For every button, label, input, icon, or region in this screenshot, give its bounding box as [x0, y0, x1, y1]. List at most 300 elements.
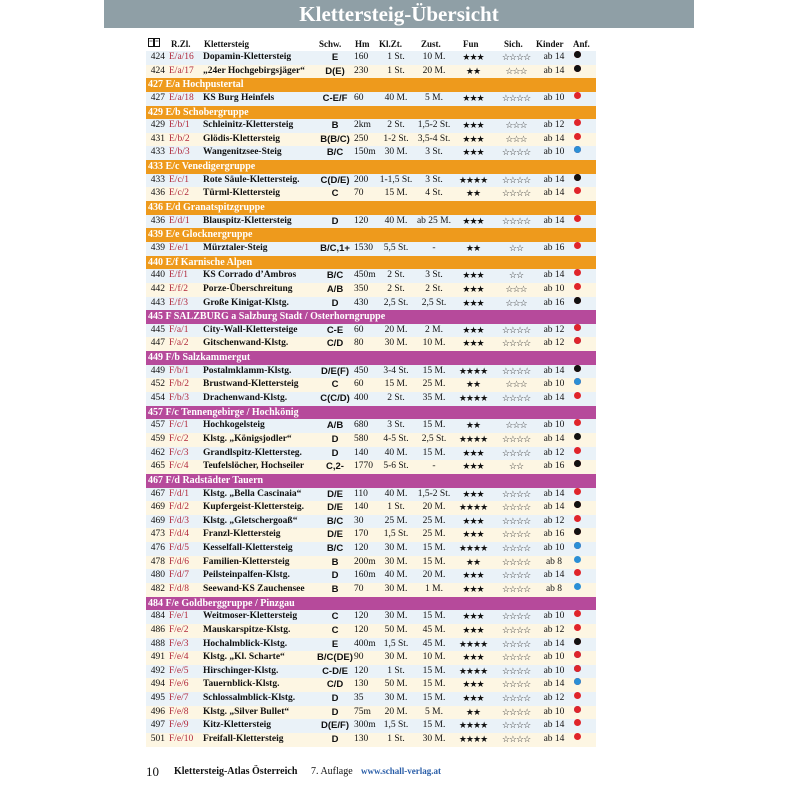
book-title: Klettersteig-Atlas Österreich	[174, 766, 298, 777]
climb-time: 30 M.	[384, 693, 408, 704]
climb-time: 1-2 St.	[383, 133, 409, 144]
black-dot-icon	[574, 51, 581, 58]
height-meters: 75m	[354, 706, 371, 717]
page-ref: 431	[150, 133, 165, 144]
difficulty: C	[331, 379, 339, 391]
red-dot-icon	[574, 488, 581, 495]
route-number: F/e/8	[169, 706, 189, 717]
route-name: KS Corrado d’Ambros	[203, 270, 297, 281]
height-meters: 90	[354, 652, 364, 663]
approach-time: 15 M.	[422, 420, 446, 431]
fun-rating: ★★★	[462, 611, 484, 622]
page-ref: 447	[150, 338, 165, 349]
col-name: Klettersteig	[204, 39, 249, 49]
children-age: ab 8	[545, 583, 563, 594]
red-dot-icon	[574, 515, 581, 522]
height-meters: 70	[354, 583, 364, 594]
climb-time: 1 St.	[387, 502, 405, 513]
page-ref: 501	[150, 734, 165, 745]
fun-rating: ★★★★	[458, 665, 488, 676]
fun-rating: ★★★	[462, 133, 484, 144]
red-dot-icon	[574, 610, 581, 617]
difficulty: D	[331, 706, 339, 718]
approach-time: 25 M.	[422, 529, 446, 540]
route-number: E/e/1	[169, 242, 190, 253]
height-meters: 35	[354, 693, 364, 704]
page-ref: 445	[150, 324, 165, 335]
table-row	[146, 447, 596, 461]
black-dot-icon	[574, 501, 581, 508]
difficulty: C/D	[326, 679, 344, 691]
children-age: ab 12	[543, 120, 565, 131]
route-name: Wangenitzsee-Steig	[203, 147, 282, 158]
red-dot-icon	[574, 706, 581, 713]
route-number: E/b/3	[169, 147, 190, 158]
route-number: F/c/2	[169, 433, 189, 444]
route-name: Rote Säule-Klettersteig.	[203, 174, 300, 185]
climb-time: 1,5 St.	[383, 529, 409, 540]
safety-rating: ☆☆☆	[505, 379, 527, 390]
table-row	[146, 692, 596, 706]
safety-rating: ☆☆☆	[505, 283, 527, 294]
climb-time: 20 M.	[384, 706, 408, 717]
climb-time: 40 M.	[384, 488, 408, 499]
climb-time: 50 M.	[384, 624, 408, 635]
table-row	[146, 242, 596, 256]
fun-rating: ★★★★	[458, 365, 488, 376]
children-age: ab 14	[543, 679, 565, 690]
height-meters: 110	[354, 488, 368, 499]
route-number: F/e/2	[169, 624, 189, 635]
children-age: ab 14	[543, 174, 565, 185]
table-row	[146, 378, 596, 392]
children-age: ab 10	[543, 665, 565, 676]
section-header: 484 F/e Goldberggruppe / Pinzgau	[146, 597, 596, 611]
page-ref: 462	[150, 447, 165, 458]
route-name: Seewand-KS Zauchensee	[203, 583, 305, 594]
route-name: Kesselfall-Klettersteig	[203, 543, 293, 554]
page-ref: 495	[150, 693, 165, 704]
red-dot-icon	[574, 719, 581, 726]
red-dot-icon	[574, 624, 581, 631]
climb-time: 20 M.	[384, 324, 408, 335]
approach-time: 3,5-4 St.	[417, 133, 451, 144]
children-age: ab 10	[543, 147, 565, 158]
table-row	[146, 133, 596, 147]
approach-time: -	[432, 242, 436, 253]
fun-rating: ★★★	[462, 529, 484, 540]
table-row	[146, 119, 596, 133]
difficulty: D	[331, 433, 339, 445]
height-meters: 1530	[354, 242, 373, 253]
approach-time: 35 M.	[422, 393, 446, 404]
safety-rating: ☆☆	[508, 270, 524, 281]
children-age: ab 14	[543, 433, 565, 444]
children-age: ab 14	[543, 65, 565, 76]
route-number: F/d/5	[169, 543, 190, 554]
climb-time: 15 M.	[384, 188, 408, 199]
table-row	[146, 488, 596, 502]
table-row	[146, 283, 596, 297]
approach-time: 45 M.	[422, 638, 446, 649]
approach-time: 5 M.	[425, 92, 443, 103]
route-number: E/a/16	[169, 52, 194, 62]
safety-rating: ☆☆☆☆	[501, 215, 531, 226]
table-row	[146, 187, 596, 201]
overview-table	[146, 37, 596, 747]
climb-time: 1 St.	[387, 52, 405, 62]
page-ref: 478	[150, 556, 165, 567]
height-meters: 580	[354, 433, 369, 444]
children-age: ab 12	[543, 693, 565, 704]
fun-rating: ★★★★	[458, 393, 488, 404]
route-number: E/c/2	[169, 188, 190, 199]
height-meters: 250	[354, 133, 369, 144]
climb-time: 2 St.	[387, 270, 405, 281]
approach-time: 20 M.	[422, 502, 446, 513]
safety-rating: ☆☆☆☆	[501, 174, 531, 185]
route-name: Schlossalmblick-Klstg.	[203, 693, 296, 704]
route-name: Glödis-Klettersteig	[203, 133, 281, 144]
children-age: ab 12	[543, 515, 565, 526]
fun-rating: ★★★	[462, 679, 484, 690]
table-row	[146, 610, 596, 624]
table-row	[146, 337, 596, 351]
page-ref: 433	[150, 147, 165, 158]
safety-rating: ☆☆☆☆	[501, 570, 531, 581]
col-fun: Fun	[463, 39, 479, 49]
table-row	[146, 324, 596, 338]
fun-rating: ★★	[465, 242, 481, 253]
safety-rating: ☆☆☆☆	[501, 502, 531, 513]
table-row	[146, 215, 596, 229]
fun-rating: ★★★	[462, 488, 484, 499]
route-name: Dopamin-Klettersteig	[203, 52, 292, 62]
route-name: Porze-Überschreitung	[203, 283, 293, 294]
blue-dot-icon	[574, 556, 581, 563]
route-number: F/e/7	[169, 693, 189, 704]
climb-time: 5-6 St.	[383, 461, 409, 472]
red-dot-icon	[574, 187, 581, 194]
table-row	[146, 51, 596, 65]
approach-time: 2,5 St.	[421, 433, 447, 444]
difficulty: B/C	[326, 147, 344, 159]
red-dot-icon	[574, 133, 581, 140]
difficulty: D(E/F)	[321, 720, 349, 732]
page-ref: 454	[150, 393, 165, 404]
climb-time: 30 M.	[384, 338, 408, 349]
section-header: 445 F SALZBURG a Salzburg Stadt / Osterhorngruppe	[146, 310, 596, 324]
height-meters: 160m	[354, 570, 376, 581]
page-ref: 452	[150, 379, 165, 390]
route-number: F/d/3	[169, 515, 190, 526]
route-name: Hochkogelsteig	[203, 420, 265, 431]
children-age: ab 16	[543, 461, 565, 472]
difficulty: C,2-	[326, 461, 344, 473]
page-ref: 433	[150, 174, 165, 185]
children-age: ab 16	[543, 297, 565, 308]
difficulty: C	[331, 624, 339, 636]
difficulty: D/E	[327, 488, 343, 500]
route-name: Mürztaler-Steig	[203, 242, 268, 253]
safety-rating: ☆☆☆☆	[501, 147, 531, 158]
route-name: Tauernblick-Klstg.	[203, 679, 280, 690]
height-meters: 430	[354, 297, 369, 308]
route-number: F/a/2	[169, 338, 189, 349]
route-name: Gitschenwand-Klstg.	[203, 338, 289, 349]
col-sich: Sich.	[504, 39, 523, 49]
fun-rating: ★★★	[462, 515, 484, 526]
height-meters: 200	[354, 174, 369, 185]
route-number: F/a/1	[169, 324, 189, 335]
black-dot-icon	[574, 433, 581, 440]
safety-rating: ☆☆☆☆	[501, 92, 531, 103]
fun-rating: ★★★★	[458, 638, 488, 649]
climb-time: 30 M.	[384, 147, 408, 158]
children-age: ab 10	[543, 92, 565, 103]
height-meters: 680	[354, 420, 369, 431]
table-row	[146, 638, 596, 652]
page-footer	[146, 764, 606, 780]
safety-rating: ☆☆☆☆	[501, 338, 531, 349]
blue-dot-icon	[574, 378, 581, 385]
table-row	[146, 392, 596, 406]
approach-time: 15 M.	[422, 679, 446, 690]
approach-time: 15 M.	[422, 543, 446, 554]
fun-rating: ★★★	[462, 447, 484, 458]
section-header: 436 E/d Granatspitzgruppe	[146, 201, 596, 215]
height-meters: 60	[354, 379, 364, 390]
difficulty: C	[331, 188, 339, 200]
difficulty: C/D	[326, 338, 344, 350]
approach-time: 3 St.	[425, 174, 443, 185]
table-row	[146, 92, 596, 106]
col-kinder: Kinder	[536, 39, 564, 49]
children-age: ab 10	[543, 706, 565, 717]
route-name: Schleinitz-Klettersteig	[203, 120, 294, 131]
height-meters: 30	[354, 515, 364, 526]
table-row	[146, 501, 596, 515]
children-age: ab 14	[543, 720, 565, 731]
red-dot-icon	[574, 447, 581, 454]
safety-rating: ☆☆☆☆	[501, 324, 531, 335]
safety-rating: ☆☆☆	[505, 133, 527, 144]
difficulty: B	[331, 583, 339, 595]
climb-time: 40 M.	[384, 447, 408, 458]
height-meters: 160	[354, 52, 369, 62]
section-header: 457 F/c Tennengebirge / Hochkönig	[146, 406, 596, 420]
height-meters: 230	[354, 65, 369, 76]
children-age: ab 10	[543, 611, 565, 622]
table-row	[146, 706, 596, 720]
safety-rating: ☆☆☆☆	[501, 611, 531, 622]
difficulty: B	[331, 120, 339, 132]
route-name: Große Kinigat-Klstg.	[203, 297, 289, 308]
red-dot-icon	[574, 119, 581, 126]
climb-time: 4-5 St.	[383, 433, 409, 444]
page-ref: 439	[150, 242, 165, 253]
route-name: City-Wall-Klettersteige	[203, 324, 298, 335]
table-row	[146, 678, 596, 692]
col-klzt: Kl.Zt.	[379, 39, 403, 49]
page-ref: 467	[150, 488, 165, 499]
difficulty: E	[331, 52, 339, 63]
page-ref: 482	[150, 583, 165, 594]
difficulty: C(D/E)	[320, 174, 350, 186]
approach-time: 25 M.	[422, 515, 446, 526]
approach-time: 3 St.	[425, 147, 443, 158]
fun-rating: ★★★	[462, 215, 484, 226]
red-dot-icon	[574, 665, 581, 672]
children-age: ab 14	[543, 488, 565, 499]
black-dot-icon	[574, 528, 581, 535]
safety-rating: ☆☆☆☆	[501, 624, 531, 635]
route-name: Grandlspitz-Klettersteg.	[203, 447, 302, 458]
route-name: Klstg. „Bella Cascinaia“	[203, 488, 302, 499]
section-header: 429 E/b Schobergruppe	[146, 106, 596, 120]
children-age: ab 12	[543, 338, 565, 349]
route-name: Teufelslöcher, Hochseiler	[203, 461, 305, 472]
safety-rating: ☆☆☆	[505, 297, 527, 308]
red-dot-icon	[574, 324, 581, 331]
route-number: E/a/18	[169, 92, 194, 103]
safety-rating: ☆☆☆☆	[501, 583, 531, 594]
book-icon	[148, 38, 160, 47]
approach-time: 15 M.	[422, 693, 446, 704]
table-row	[146, 651, 596, 665]
difficulty: B/C,1+	[320, 242, 350, 254]
route-name: Türml-Klettersteig	[203, 188, 281, 199]
height-meters: 140	[354, 502, 369, 513]
fun-rating: ★★★	[462, 147, 484, 158]
route-number: F/e/9	[169, 720, 189, 731]
table-row	[146, 146, 596, 160]
page-title: Klettersteig-Übersicht	[104, 0, 694, 28]
publisher-url[interactable]: www.schall-verlag.at	[361, 766, 441, 776]
route-name: Klstg. „Kl. Scharte“	[203, 652, 285, 663]
route-name: Drachenwand-Klstg.	[203, 393, 288, 404]
children-age: ab 10	[543, 420, 565, 431]
difficulty: C-E	[326, 324, 344, 336]
red-dot-icon	[574, 242, 581, 249]
difficulty: D/E	[327, 502, 343, 514]
route-number: F/b/1	[169, 365, 190, 376]
route-number: F/e/6	[169, 679, 189, 690]
table-row	[146, 583, 596, 597]
approach-time: 2 St.	[425, 283, 443, 294]
table-row	[146, 665, 596, 679]
approach-time: 1 M.	[425, 583, 443, 594]
approach-time: 10 M.	[422, 338, 446, 349]
difficulty: D/E	[327, 529, 343, 541]
climb-time: 30 M.	[384, 652, 408, 663]
page-ref: 494	[150, 679, 165, 690]
height-meters: 200m	[354, 556, 376, 567]
page-number: 10	[146, 764, 159, 779]
col-anf: Anf.	[573, 39, 590, 49]
difficulty: D	[331, 215, 339, 227]
children-age: ab 8	[545, 556, 563, 567]
safety-rating: ☆☆☆☆	[501, 706, 531, 717]
climb-time: 1,5 St.	[383, 720, 409, 731]
page-ref: 469	[150, 515, 165, 526]
section-header: 427 E/a Hochpustertal	[146, 78, 596, 92]
climb-time: 30 M.	[384, 543, 408, 554]
safety-rating: ☆☆☆☆	[501, 679, 531, 690]
difficulty: D	[331, 297, 339, 309]
approach-time: 20 M.	[422, 65, 446, 76]
route-name: Kitz-Klettersteig	[203, 720, 272, 731]
children-age: ab 14	[543, 734, 565, 745]
table-row	[146, 174, 596, 188]
approach-time: 20 M.	[422, 570, 446, 581]
fun-rating: ★★	[465, 65, 481, 76]
children-age: ab 14	[543, 133, 565, 144]
approach-time: 10 M.	[422, 52, 446, 62]
children-age: ab 16	[543, 529, 565, 540]
red-dot-icon	[574, 692, 581, 699]
page-ref: 457	[150, 420, 165, 431]
height-meters: 2km	[354, 120, 371, 131]
page-ref: 496	[150, 706, 165, 717]
approach-time: 1,5-2 St.	[417, 120, 451, 131]
page-ref: 436	[150, 215, 165, 226]
black-dot-icon	[574, 460, 581, 467]
route-number: F/e/1	[169, 611, 189, 622]
children-age: ab 14	[543, 188, 565, 199]
height-meters: 400m	[354, 638, 376, 649]
route-number: F/d/4	[169, 529, 190, 540]
route-number: E/f/1	[169, 270, 188, 281]
climb-time: 1,5 St.	[383, 638, 409, 649]
page-ref: 469	[150, 502, 165, 513]
red-dot-icon	[574, 92, 581, 99]
difficulty: B/C	[326, 543, 344, 555]
red-dot-icon	[574, 733, 581, 740]
fun-rating: ★★	[465, 379, 481, 390]
climb-time: 15 M.	[384, 379, 408, 390]
table-row	[146, 365, 596, 379]
approach-time: 15 M.	[422, 720, 446, 731]
page-ref: 486	[150, 624, 165, 635]
black-dot-icon	[574, 297, 581, 304]
height-meters: 120	[354, 665, 369, 676]
page-ref: 449	[150, 365, 165, 376]
climb-time: 30 M.	[384, 611, 408, 622]
page-ref: 436	[150, 188, 165, 199]
table-header	[146, 37, 596, 51]
height-meters: 120	[354, 215, 369, 226]
page-ref: 480	[150, 570, 165, 581]
col-zust: Zust.	[421, 39, 441, 49]
difficulty: C	[331, 611, 339, 623]
table-row	[146, 515, 596, 529]
approach-time: 15 M.	[422, 365, 446, 376]
children-age: ab 10	[543, 283, 565, 294]
fun-rating: ★★★	[462, 652, 484, 663]
table-row	[146, 269, 596, 283]
page-ref: 465	[150, 461, 165, 472]
red-dot-icon	[574, 569, 581, 576]
climb-time: 1 St.	[387, 65, 405, 76]
black-dot-icon	[574, 638, 581, 645]
approach-time: 1,5-2 St.	[417, 488, 451, 499]
climb-time: 3-4 St.	[383, 365, 409, 376]
height-meters: 60	[354, 324, 364, 335]
route-number: F/e/5	[169, 665, 189, 676]
approach-time: ab 25 M.	[416, 215, 452, 226]
fun-rating: ★★★	[462, 693, 484, 704]
